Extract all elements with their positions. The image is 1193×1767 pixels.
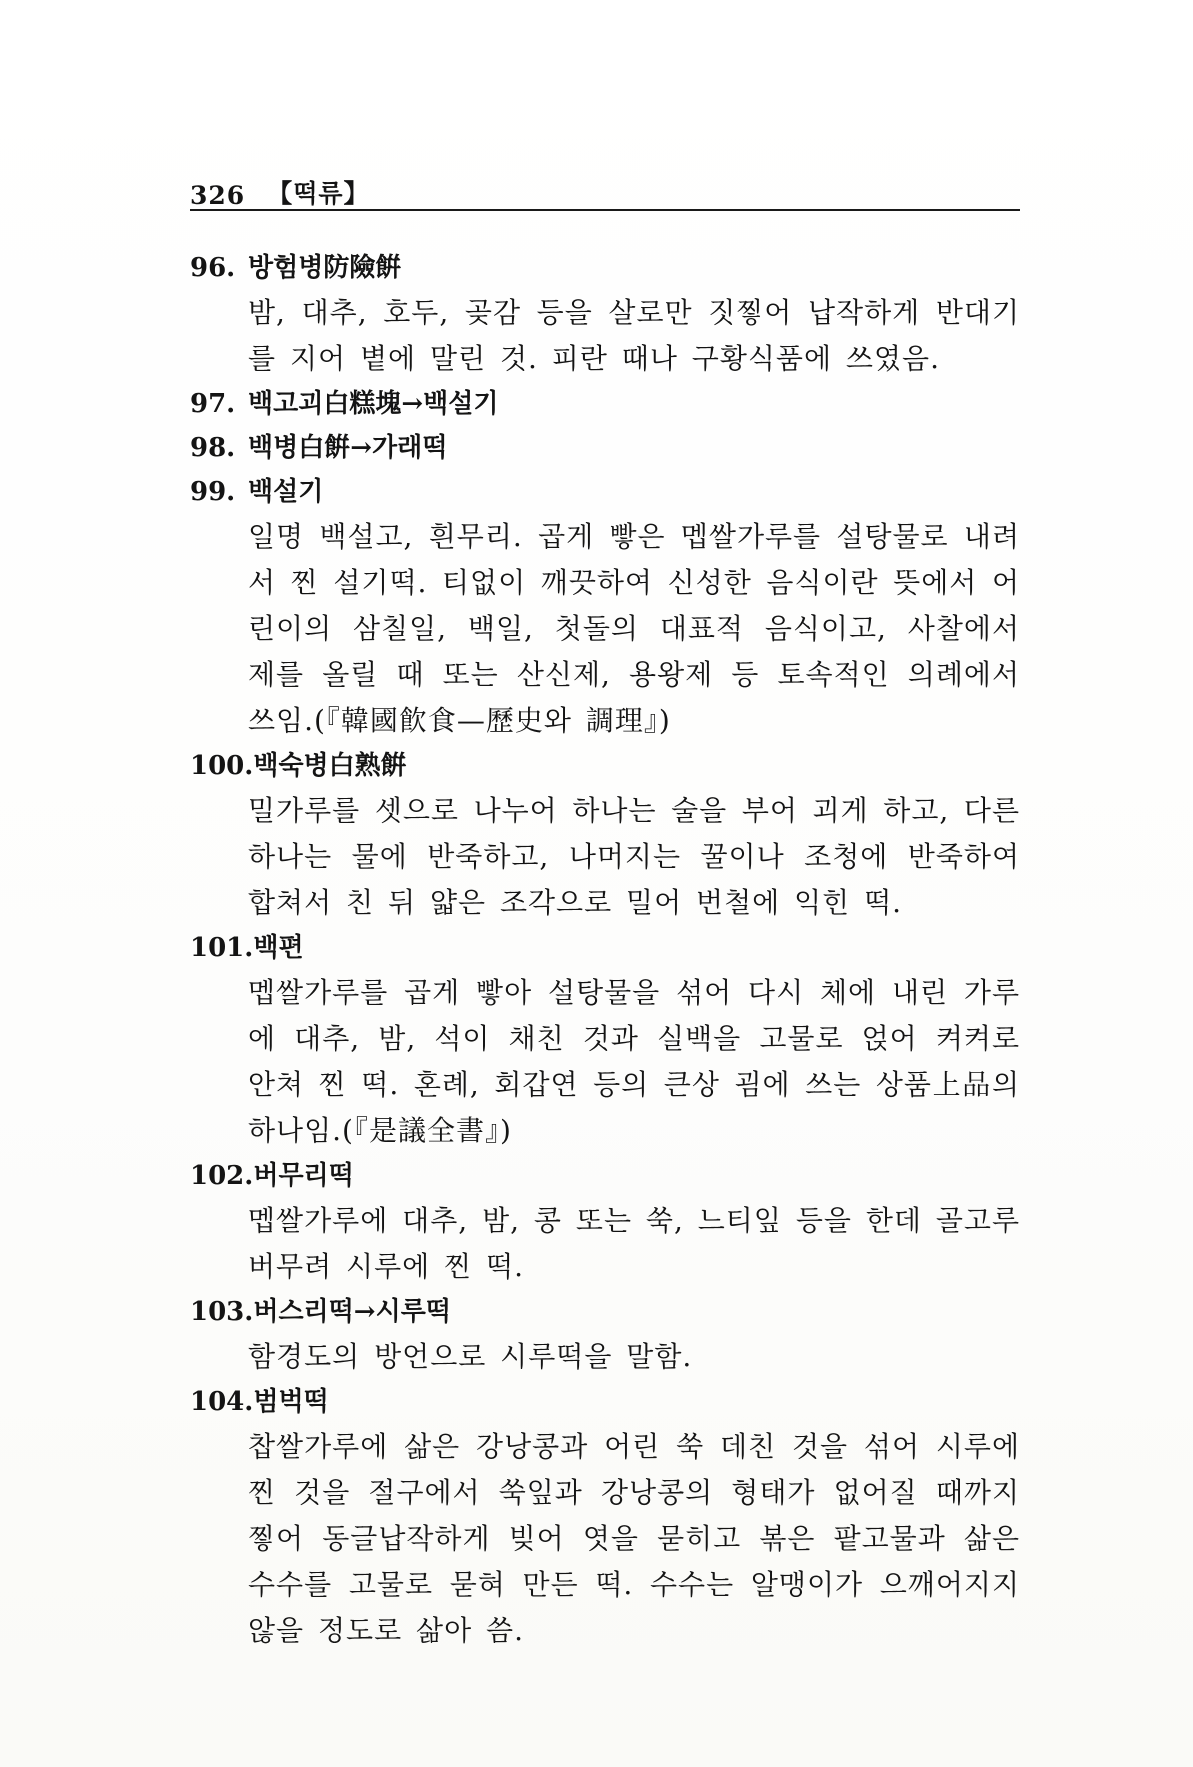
entry-101 xyxy=(190,926,1020,1154)
entry-body: 일명 백설고, 흰무리. 곱게 빻은 멥쌀가루를 설탕물로 내려서 찐 설기떡. 티없이 깨끗하여 신성한 음식이란 뜻에서 어린이의 삼칠일, 백일, 첫돌의 대표적 음식이고, 사찰에서 제를 올릴 때 또는 산신제, 용왕제 등 토속적인 의례에서 쓰임.(『韓國飮食—歷史와 調理』) xyxy=(248,520,1020,737)
entry-97 xyxy=(190,382,1020,426)
entry-number: 101. xyxy=(190,933,254,963)
entry-heading xyxy=(190,470,1020,514)
entry-number: 102. xyxy=(190,1161,254,1191)
section-title: 【떡류】 xyxy=(267,179,370,208)
entry-title: 백설기 xyxy=(248,477,324,507)
entry-number: 96. xyxy=(190,253,236,283)
entry-heading xyxy=(190,744,1020,788)
entry-heading xyxy=(190,426,1020,470)
header-divider xyxy=(190,209,1020,211)
entry-heading xyxy=(190,1154,1020,1198)
entry-103 xyxy=(190,1290,1020,1380)
entry-number: 100. xyxy=(190,751,254,781)
entry-title: 버스리떡→시루떡 xyxy=(253,1297,451,1327)
dictionary-entries xyxy=(190,246,1020,1654)
entry-heading xyxy=(190,382,1020,426)
entry-body: 함경도의 방언으로 시루떡을 말함. xyxy=(248,1340,693,1373)
entry-title: 방험병防險餠 xyxy=(248,253,402,283)
entry-number: 103. xyxy=(190,1297,254,1327)
entry-heading xyxy=(190,1380,1020,1424)
entry-96 xyxy=(190,246,1020,382)
entry-number: 99. xyxy=(190,477,236,507)
entry-number: 98. xyxy=(190,433,236,463)
entry-body: 멥쌀가루를 곱게 빻아 설탕물을 섞어 다시 체에 내린 가루에 대추, 밤, 석이 채친 것과 실백을 고물로 얹어 켜켜로 안쳐 찐 떡. 혼례, 회갑연 등의 큰상 굄에 쓰는 상품上品의 하나임.(『是議全書』) xyxy=(248,976,1020,1147)
entry-98 xyxy=(190,426,1020,470)
entry-body: 찹쌀가루에 삶은 강낭콩과 어린 쑥 데친 것을 섞어 시루에 찐 것을 절구에서 쑥잎과 강낭콩의 형태가 없어질 때까지 찧어 동글납작하게 빚어 엿을 묻히고 볶은 팥고물과 삶은 수수를 고물로 묻혀 만든 떡. 수수는 알맹이가 으깨어지지 않을 정도로 삶아 씀. xyxy=(248,1430,1020,1647)
entry-body: 밀가루를 셋으로 나누어 하나는 술을 부어 괴게 하고, 다른 하나는 물에 반죽하고, 나머지는 꿀이나 조청에 반죽하여 합쳐서 친 뒤 얇은 조각으로 밀어 번철에 익힌 떡. xyxy=(248,794,1020,919)
page-number: 326 xyxy=(190,181,246,210)
entry-number: 104. xyxy=(190,1387,254,1417)
entry-title: 백병白餠→가래떡 xyxy=(248,433,448,463)
entry-title: 백숙병白熟餠 xyxy=(253,751,407,781)
entry-title: 범벅떡 xyxy=(253,1387,329,1417)
entry-title: 백편 xyxy=(253,933,304,963)
entry-body: 밤, 대추, 호두, 곶감 등을 살로만 짓찧어 납작하게 반대기를 지어 볕에 말린 것. 피란 때나 구황식품에 쓰였음. xyxy=(248,296,1020,375)
entry-title: 버무리떡 xyxy=(253,1161,354,1191)
page-header xyxy=(190,170,1020,210)
entry-number: 97. xyxy=(190,389,236,419)
entry-heading xyxy=(190,246,1020,290)
entry-102 xyxy=(190,1154,1020,1290)
entry-heading xyxy=(190,1290,1020,1334)
entry-body: 멥쌀가루에 대추, 밤, 콩 또는 쑥, 느티잎 등을 한데 골고루 버무려 시루에 찐 떡. xyxy=(248,1204,1020,1283)
entry-104 xyxy=(190,1380,1020,1654)
entry-heading xyxy=(190,926,1020,970)
entry-title: 백고괴白糕塊→백설기 xyxy=(248,389,499,419)
entry-100 xyxy=(190,744,1020,926)
entry-99 xyxy=(190,470,1020,744)
